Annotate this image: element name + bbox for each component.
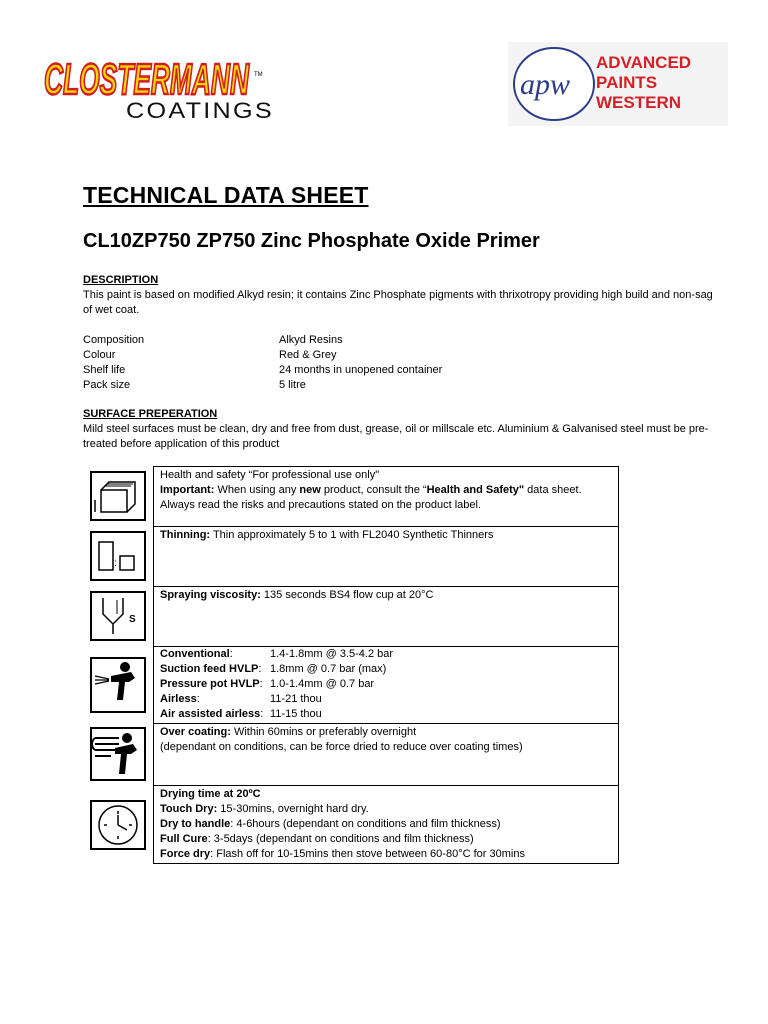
clock-icon — [83, 785, 153, 864]
spec-list — [83, 333, 442, 393]
document-title: TECHNICAL DATA SHEET — [83, 182, 369, 208]
important-text-pre: When using any — [214, 484, 300, 496]
spec-value: 24 months in unopened container — [279, 364, 443, 376]
drying-text — [153, 785, 619, 864]
apw-logo — [508, 42, 728, 126]
spray-suffix: : — [260, 708, 264, 720]
spray-label: Pressure pot HVLP — [160, 678, 260, 690]
spec-row-colour — [83, 348, 442, 363]
product-title: CL10ZP750 ZP750 Zinc Phosphate Oxide Primer — [83, 230, 540, 252]
spray-label: Airless — [160, 693, 197, 705]
spec-label: Pack size — [83, 379, 131, 391]
handle-value: : 4-6hours (dependant on conditions and film thickness) — [230, 818, 501, 830]
spray-value: 11-15 thou — [270, 708, 322, 720]
spec-value: 5 litre — [279, 379, 306, 391]
important-hs: Health and Safety" — [426, 484, 525, 496]
spray-label: Conventional — [160, 648, 230, 660]
spec-label: Shelf life — [83, 364, 126, 376]
important-new: new — [299, 484, 321, 496]
important-text-mid: product, consult the “ — [320, 484, 427, 496]
viscosity-value: 135 seconds BS4 flow cup at 20°C — [260, 589, 434, 601]
health-safety-line: Health and safety “For professional use only" — [160, 469, 380, 481]
full-cure-value: : 3-5days (dependant on conditions and film thickness) — [207, 833, 474, 845]
description-text: This paint is based on modified Alkyd resin; it contains Zinc Phosphate pigments with thrixotropy providing high build and non-sag of wet coat. — [83, 289, 713, 316]
spec-row-shelf-life — [83, 363, 442, 378]
health-safety-text — [153, 466, 619, 526]
drying-heading: Drying time at 20ºC — [160, 788, 261, 800]
full-cure-label: Full Cure — [160, 833, 208, 845]
spray-value: 11-21 thou — [270, 693, 322, 705]
apw-line-advanced: ADVANCED — [596, 53, 692, 72]
apw-line-paints: PAINTS — [596, 73, 658, 92]
clostermann-logo — [40, 38, 280, 138]
handle-label: Dry to handle — [160, 818, 231, 830]
health-safety-icon — [83, 466, 153, 526]
thinning-text — [153, 526, 619, 586]
spray-gun-icon — [83, 646, 153, 723]
apw-mark: apw — [520, 68, 571, 101]
force-dry-value: : Flash off for 10-15mins then stove between 60-80°C for 30mins — [210, 848, 525, 860]
touch-dry-value: 15-30mins, overnight hard dry. — [217, 803, 369, 815]
surface-heading: SURFACE PREPERATION — [83, 408, 218, 420]
spec-label: Composition — [83, 334, 145, 346]
thinning-label: Thinning: — [160, 529, 211, 541]
description-heading: DESCRIPTION — [83, 274, 159, 286]
overcoating-text — [153, 723, 619, 785]
overcoating-note: (dependant on conditions, can be force dried to reduce over coating times) — [160, 741, 523, 753]
apw-line-western: WESTERN — [596, 93, 681, 112]
spec-row-composition — [83, 333, 442, 348]
spray-value: 1.4-1.8mm @ 3.5-4.2 bar — [270, 648, 394, 660]
flow-cup-icon — [83, 586, 153, 646]
important-text-post: data sheet. Always read the risks and precautions stated on the product label. — [160, 484, 582, 511]
spraying-text — [153, 646, 619, 723]
spec-label: Colour — [83, 349, 116, 361]
process-row-drying — [83, 785, 619, 864]
important-label: Important: — [160, 484, 215, 496]
process-row-viscosity — [83, 586, 619, 646]
surface-text: Mild steel surfaces must be clean, dry and free from dust, grease, oil or millscale etc. Aluminium & Galvanised steel must be pre-treated before application of this product — [83, 423, 709, 450]
spec-value: Alkyd Resins — [279, 334, 343, 346]
svg-text::: : — [114, 558, 117, 569]
touch-dry-label: Touch Dry: — [160, 803, 218, 815]
important-note — [160, 483, 612, 513]
process-row-overcoating — [83, 723, 619, 785]
trademark-mark: TM — [254, 72, 263, 78]
spray-label: Air assisted airless — [160, 708, 261, 720]
viscosity-text — [153, 586, 619, 646]
force-dry-label: Force dry — [160, 848, 211, 860]
spray-suffix: : — [259, 678, 263, 690]
spec-row-pack-size — [83, 378, 442, 393]
spray-label: Suction feed HVLP — [160, 663, 259, 675]
spray-value: 1.0-1.4mm @ 0.7 bar — [270, 678, 375, 690]
overcoating-value: Within 60mins or preferably overnight — [230, 726, 417, 738]
clostermann-wordmark: CLOSTERMANN — [44, 55, 250, 104]
coatings-wordmark: COATINGS — [126, 98, 274, 123]
spray-suffix: : — [196, 693, 200, 705]
process-row-health — [83, 466, 619, 526]
viscosity-label: Spraying viscosity: — [160, 589, 261, 601]
thinning-value: Thin approximately 5 to 1 with FL2040 Synthetic Thinners — [210, 529, 494, 541]
spray-suffix: : — [258, 663, 262, 675]
process-table — [83, 466, 619, 864]
spec-value: Red & Grey — [279, 349, 337, 361]
spray-suffix: : — [229, 648, 233, 660]
process-row-spraying — [83, 646, 619, 723]
svg-text:S: S — [129, 614, 136, 625]
over-coating-icon — [83, 723, 153, 785]
overcoating-label: Over coating: — [160, 726, 231, 738]
spraying-grid — [160, 647, 612, 722]
spray-value: 1.8mm @ 0.7 bar (max) — [270, 663, 387, 675]
process-row-thinning — [83, 526, 619, 586]
thinning-icon — [83, 526, 153, 586]
